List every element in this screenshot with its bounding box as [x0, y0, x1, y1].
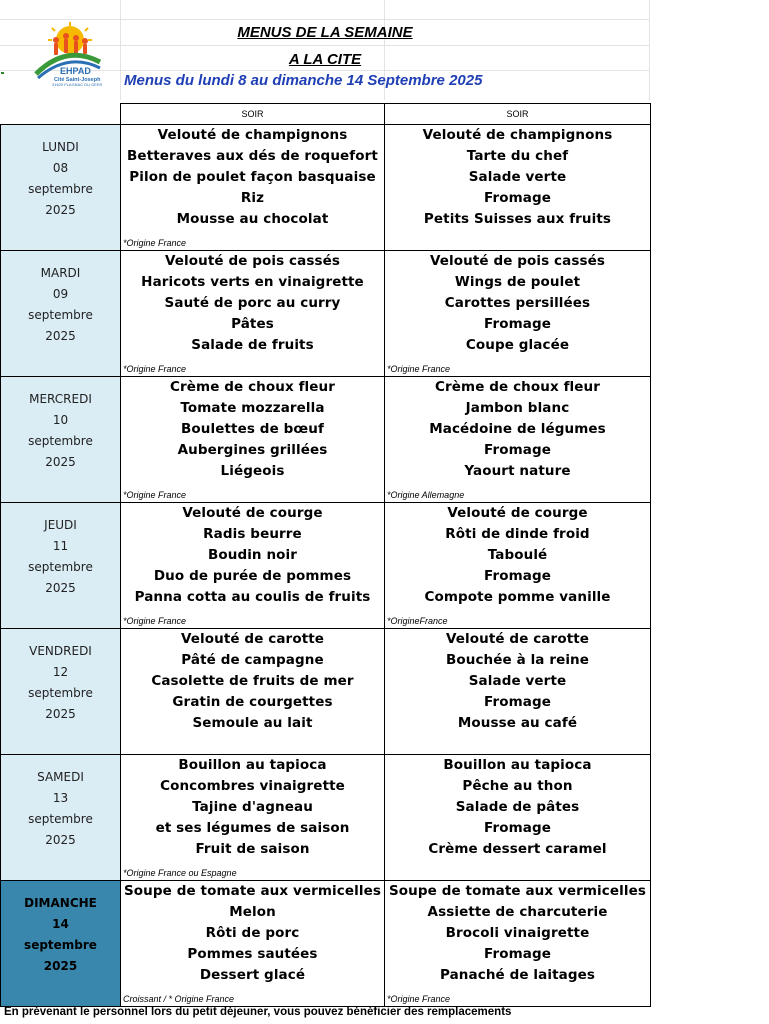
day-day: JEUDI	[44, 518, 77, 532]
logo-name: EHPAD	[60, 66, 91, 76]
day-row	[1, 125, 651, 251]
day-day: MERCREDI	[29, 392, 92, 406]
menu-item: Aubergines grillées	[177, 442, 328, 458]
menu-item: Fromage	[484, 946, 551, 962]
day-day: DIMANCHE	[24, 896, 97, 910]
column-header: SOIR	[121, 104, 385, 125]
footer-note: En prévenant le personnel lors du petit déjeuner, vous pouvez bénéficier des remplacements	[4, 1006, 512, 1018]
menu-item: Riz	[240, 190, 265, 206]
day-cell	[1, 377, 121, 503]
gridline	[649, 0, 650, 100]
day-year: 2025	[45, 581, 76, 595]
column-header-row	[1, 104, 651, 125]
origin-note: Croissant / * Origine France	[123, 994, 235, 1004]
day-day: SAMEDI	[37, 770, 84, 784]
day-cell	[1, 503, 121, 629]
menu-item: Velouté de carotte	[445, 631, 590, 647]
menu-item: Fromage	[484, 190, 551, 206]
menu-item: Duo de purée de pommes	[153, 568, 352, 584]
day-day: MARDI	[40, 266, 81, 280]
menu-item: Bouillon au tapioca	[443, 757, 592, 773]
menu-item: Salade de fruits	[191, 337, 314, 353]
menu-item: Brocoli vinaigrette	[445, 925, 590, 941]
menu-item: Pilon de poulet façon basquaise	[129, 169, 376, 185]
day-row	[1, 251, 651, 377]
day-year: 2025	[45, 455, 76, 469]
menu-cell-col2	[385, 125, 651, 251]
day-row	[1, 881, 651, 1007]
menu-item: et ses légumes de saison	[155, 820, 350, 836]
day-month: septembre	[28, 308, 93, 322]
ehpad-logo	[30, 22, 102, 88]
menu-item: Compote pomme vanille	[424, 589, 611, 605]
menu-item: Gratin de courgettes	[172, 694, 333, 710]
day-month: septembre	[28, 182, 93, 196]
menu-item: Carottes persillées	[444, 295, 591, 311]
menu-item: Pommes sautées	[187, 946, 318, 962]
menu-cell-col2	[385, 629, 651, 755]
menu-item: Crème dessert caramel	[428, 841, 607, 857]
day-cell	[1, 629, 121, 755]
day-num: 10	[52, 413, 69, 427]
menu-item: Pâté de campagne	[181, 652, 324, 668]
menu-item: Panaché de laitages	[439, 967, 596, 983]
menu-item: Fromage	[484, 820, 551, 836]
menu-item: Mousse au café	[457, 715, 578, 731]
menu-item: Yaourt nature	[464, 463, 571, 479]
menu-item: Radis beurre	[203, 526, 302, 542]
day-day: VENDREDI	[29, 644, 92, 658]
menu-item: Pêche au thon	[462, 778, 573, 794]
menu-item: Dessert glacé	[199, 967, 306, 983]
menu-item: Boudin noir	[207, 547, 298, 563]
origin-note: *Origine France	[387, 364, 451, 374]
origin-note: *Origine Allemagne	[387, 490, 465, 500]
menu-cell-col2	[385, 377, 651, 503]
menu-item: Fromage	[484, 442, 551, 458]
menu-item: Casolette de fruits de mer	[151, 673, 354, 689]
menu-item: Velouté de champignons	[157, 127, 348, 143]
cell-marker	[1, 72, 4, 74]
menu-item: Velouté de champignons	[422, 127, 613, 143]
origin-note: *Origine France	[387, 994, 451, 1004]
day-row	[1, 503, 651, 629]
column-header: SOIR	[385, 104, 651, 125]
menu-item: Salade verte	[468, 673, 567, 689]
menu-cell-col1	[121, 755, 385, 881]
menu-item: Velouté de carotte	[180, 631, 325, 647]
menu-item: Wings de poulet	[454, 274, 581, 290]
day-row	[1, 755, 651, 881]
menu-item: Haricots verts en vinaigrette	[141, 274, 364, 290]
menu-cell-col1	[121, 881, 385, 1007]
day-month: septembre	[28, 686, 93, 700]
menu-item: Velouté de courge	[447, 505, 588, 521]
page-subtitle: Menus du lundi 8 au dimanche 14 Septembre 2025	[124, 72, 483, 89]
menu-item: Pâtes	[231, 316, 274, 332]
menu-item: Fromage	[484, 568, 551, 584]
day-day: LUNDI	[42, 140, 79, 154]
menu-item: Panna cotta au coulis de fruits	[134, 589, 371, 605]
menu-item: Assiette de charcuterie	[427, 904, 608, 920]
day-month: septembre	[28, 434, 93, 448]
menu-item: Mousse au chocolat	[176, 211, 329, 227]
menu-item: Coupe glacée	[465, 337, 570, 353]
day-row	[1, 377, 651, 503]
menu-item: Rôti de porc	[205, 925, 300, 941]
menu-item: Fruit de saison	[195, 841, 310, 857]
menu-item: Fromage	[484, 316, 551, 332]
menu-cell-col1	[121, 377, 385, 503]
logo-line3: 31620 FLAGNAC DU GERS	[52, 82, 102, 87]
page-title: MENUS DE LA SEMAINE	[237, 24, 413, 41]
menu-item: Liégeois	[220, 463, 285, 479]
page-title-line2: A LA CITE	[288, 51, 362, 68]
origin-note: *Origine France	[123, 238, 187, 248]
corner-cell	[1, 104, 121, 125]
origin-note: *Origine France ou Espagne	[123, 868, 237, 878]
menu-cell-col2	[385, 503, 651, 629]
menu-cell-col2	[385, 881, 651, 1007]
day-month: septembre	[24, 938, 97, 952]
menu-item: Sauté de porc au curry	[164, 295, 341, 311]
menu-cell-col1	[121, 125, 385, 251]
day-month: septembre	[28, 812, 93, 826]
menu-cell-col2	[385, 755, 651, 881]
menu-item: Soupe de tomate aux vermicelles	[123, 883, 381, 899]
menu-item: Boulettes de bœuf	[181, 421, 324, 437]
menu-item: Tarte du chef	[466, 148, 569, 164]
day-cell	[1, 755, 121, 881]
menu-item: Salade verte	[468, 169, 567, 185]
day-num: 09	[52, 287, 69, 301]
day-cell	[1, 881, 121, 1007]
gridline	[0, 19, 650, 20]
menu-item: Melon	[229, 904, 276, 920]
day-num: 11	[52, 539, 69, 553]
menu-cell-col1	[121, 503, 385, 629]
menu-item: Jambon blanc	[465, 400, 570, 416]
day-year: 2025	[45, 833, 76, 847]
menu-cell-col1	[121, 251, 385, 377]
day-cell	[1, 125, 121, 251]
menu-item: Velouté de courge	[182, 505, 323, 521]
gridline	[120, 0, 121, 100]
menu-item: Rôti de dinde froid	[445, 526, 590, 542]
menu-item: Taboulé	[487, 547, 548, 563]
menu-item: Salade de pâtes	[455, 799, 580, 815]
menu-item: Crème de choux fleur	[170, 379, 335, 395]
menu-table	[0, 103, 651, 1007]
menu-item: Concombres vinaigrette	[160, 778, 345, 794]
menu-item: Fromage	[484, 694, 551, 710]
day-cell	[1, 251, 121, 377]
day-num: 12	[52, 665, 69, 679]
day-month: septembre	[28, 560, 93, 574]
menu-item: Petits Suisses aux fruits	[423, 211, 612, 227]
menu-item: Macédoine de légumes	[429, 421, 606, 437]
day-year: 2025	[45, 707, 76, 721]
menu-cell-col1	[121, 629, 385, 755]
menu-item: Tomate mozzarella	[180, 400, 325, 416]
menu-item: Betteraves aux dés de roquefort	[127, 148, 378, 164]
origin-note: *OrigineFrance	[387, 616, 448, 626]
day-year: 2025	[45, 203, 76, 217]
origin-note: *Origine France	[123, 490, 187, 500]
menu-item: Velouté de pois cassés	[429, 253, 606, 269]
origin-note: *Origine France	[123, 364, 187, 374]
menu-item: Tajine d'agneau	[192, 799, 313, 815]
day-num: 08	[52, 161, 69, 175]
day-row	[1, 629, 651, 755]
menu-item: Crème de choux fleur	[435, 379, 600, 395]
menu-item: Bouchée à la reine	[445, 652, 590, 668]
menu-item: Semoule au lait	[192, 715, 313, 731]
logo-sun-icon	[56, 26, 84, 54]
menu-item: Soupe de tomate aux vermicelles	[388, 883, 646, 899]
logo-line2: Cité Saint-Joseph	[54, 77, 101, 83]
menu-item: Velouté de pois cassés	[164, 253, 341, 269]
day-year: 2025	[43, 959, 78, 973]
menu-cell-col2	[385, 251, 651, 377]
day-num: 14	[52, 917, 69, 931]
day-year: 2025	[45, 329, 76, 343]
menu-item: Bouillon au tapioca	[178, 757, 327, 773]
day-num: 13	[52, 791, 69, 805]
origin-note: *Origine France	[123, 616, 187, 626]
